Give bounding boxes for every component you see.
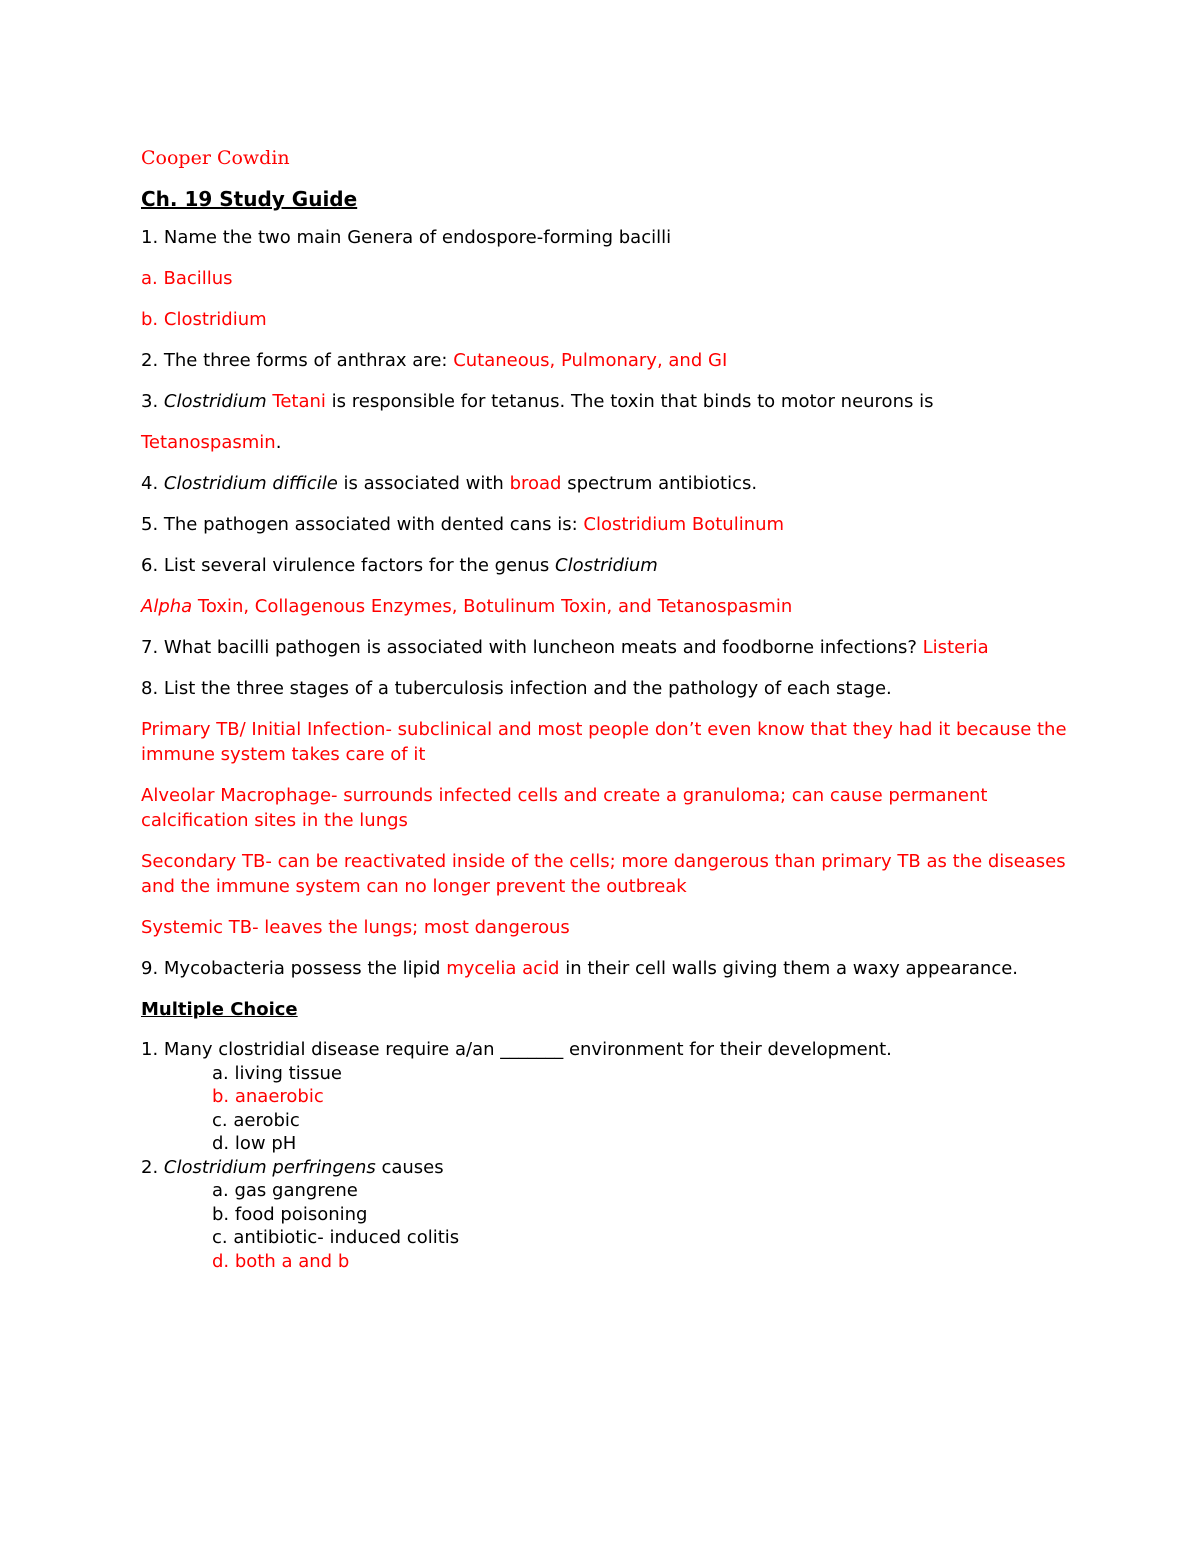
question-2-text: 2. The three forms of anthrax are: [141, 350, 454, 371]
question-9-text: 9. Mycobacteria possess the lipid [141, 958, 447, 979]
question-2 [141, 348, 1081, 373]
question-3-text: is responsible for tetanus. The toxin that binds to motor neurons is [325, 391, 934, 412]
question-3-continued [141, 430, 1081, 455]
mc-1-option-d: d. low pH [212, 1133, 297, 1154]
mc-1-option-a: a. living tissue [212, 1062, 342, 1084]
question-3-end: . [275, 432, 282, 453]
answer-1a: a. Bacillus [141, 268, 233, 289]
answer-3-species: Tetani [266, 391, 326, 412]
page-title: Ch. 19 Study Guide [141, 187, 358, 211]
answer-9: mycelia acid [446, 958, 560, 979]
mc-question-2 [141, 1156, 1081, 1180]
tb-stage-primary: Primary TB/ Initial Infection- subclinical and most people don’t even know that they had it because the immune system takes care of it [141, 719, 1067, 765]
question-5-text: 5. The pathogen associated with dented cans is: [141, 514, 584, 535]
mc-2-option-d-correct: d. both a and b [212, 1250, 350, 1272]
question-6 [141, 553, 1081, 578]
answer-1b: b. Clostridium [141, 309, 267, 330]
mc-1-option-b-correct: b. anaerobic [212, 1086, 324, 1107]
study-guide-page [141, 140, 1081, 1273]
question-4-text: is associated with [337, 473, 510, 494]
tb-stage-systemic: Systemic TB- leaves the lungs; most dangerous [141, 917, 570, 938]
mc-1-option-c: c. aerobic [212, 1109, 300, 1131]
answer-6-rest: Toxin, Collagenous Enzymes, Botulinum Toxin, and Tetanospasmin [192, 596, 793, 617]
mc-question-2-species: Clostridium perfringens [163, 1156, 376, 1178]
answer-4: broad [509, 473, 562, 494]
mc-2-option-c: c. antibiotic- induced colitis [212, 1227, 460, 1248]
question-7-text: 7. What bacilli pathogen is associated with luncheon meats and foodborne infections? [141, 637, 923, 658]
answer-6 [141, 594, 1081, 619]
question-9-end: in their cell walls giving them a waxy appearance. [559, 958, 1019, 979]
question-9 [141, 956, 1081, 981]
mc-2-option-a: a. gas gangrene [212, 1180, 358, 1201]
tb-stage-macrophage: Alveolar Macrophage- surrounds infected cells and create a granuloma; can cause permanent calcification sites in the lungs [141, 785, 988, 831]
question-4 [141, 471, 1081, 496]
author-name: Cooper Cowdin [141, 147, 290, 169]
mc-question-2-text: causes [375, 1156, 444, 1178]
question-1: 1. Name the two main Genera of endospore-forming bacilli [141, 227, 672, 248]
multiple-choice-heading: Multiple Choice [141, 999, 298, 1020]
question-6-genus: Clostridium [555, 555, 658, 576]
answer-7: Listeria [922, 637, 989, 658]
mc-2-option-b: b. food poisoning [212, 1203, 368, 1225]
answer-6-alpha: Alpha [141, 596, 193, 617]
question-6-text: 6. List several virulence factors for the genus [141, 555, 556, 576]
question-3-genus: Clostridium [163, 391, 267, 412]
answer-3-toxin: Tetanospasmin [141, 432, 276, 453]
mc-question-1 [141, 1038, 1081, 1062]
question-5 [141, 512, 1081, 537]
mc-question-2-number: 2. [141, 1156, 164, 1178]
question-4-end: spectrum antibiotics. [561, 473, 758, 494]
question-7 [141, 635, 1081, 660]
question-3-number: 3. [141, 391, 164, 412]
answer-5: Clostridium Botulinum [583, 514, 785, 535]
question-8: 8. List the three stages of a tuberculosis infection and the pathology of each stage. [141, 678, 892, 699]
question-4-species: Clostridium difficile [163, 473, 338, 494]
question-4-number: 4. [141, 473, 164, 494]
question-3 [141, 389, 1081, 414]
mc-question-1-text: Many clostridial disease require a/an _______ environment for their development. [163, 1039, 892, 1060]
mc-question-1-number: 1. [141, 1039, 164, 1060]
tb-stage-secondary: Secondary TB- can be reactivated inside of the cells; more dangerous than primary TB as the diseases and the immune system can no longer prevent the outbreak [141, 851, 1066, 897]
answer-2: Cutaneous, Pulmonary, and GI [453, 350, 728, 371]
